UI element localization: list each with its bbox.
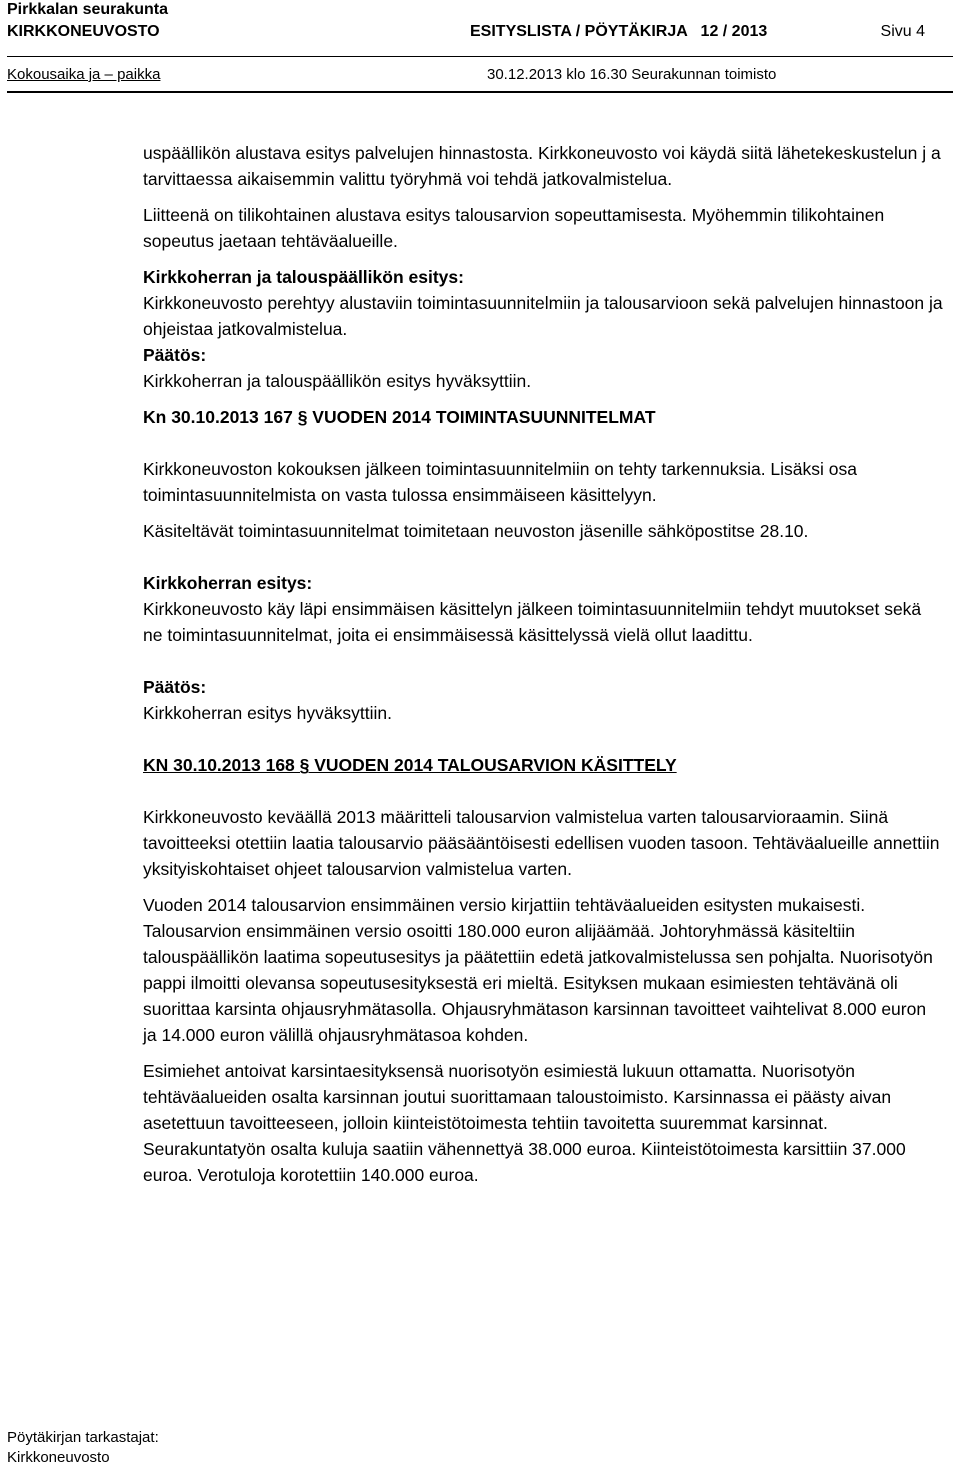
agenda-item-168: KN 30.10.2013 168 § VUODEN 2014 TALOUSARVION KÄSITTELY bbox=[143, 755, 677, 775]
section-heading-decision: Päätös: bbox=[143, 345, 207, 365]
paragraph: uspäällikön alustava esitys palvelujen hinnastosta. Kirkkoneuvosto voi käydä siitä lähetekeskustelun j a tarvittaessa aikaisemmin valittu työryhmä voi tehdä jatkovalmistelua. bbox=[143, 143, 941, 189]
page-number: Sivu 4 bbox=[880, 23, 925, 40]
minutes-body bbox=[143, 140, 943, 1188]
header-bottom-rule bbox=[7, 91, 953, 93]
document-title: ESITYSLISTA / PÖYTÄKIRJA 12 / 2013 bbox=[470, 23, 768, 40]
section-heading-proposal: Kirkkoherran ja talouspäällikön esitys: bbox=[143, 267, 464, 287]
paragraph: Liitteenä on tilikohtainen alustava esitys talousarvion sopeuttamisesta. Myöhemmin tilikohtainen sopeutus jaetaan tehtäväalueille. bbox=[143, 205, 885, 251]
paragraph: Vuoden 2014 talousarvion ensimmäinen versio kirjattiin tehtäväalueiden esitysten mukaisesti. Talousarvion ensimmäinen versio osoitti 180.000 euron alijäämää. Johtoryhmässä käsiteltiin talouspäällikön laatima sopeutusesitys ja päätettiin edetä jatkovalmistelussa sen pohjalta. Nuorisotyön pappi ilmoitti olevansa sopeutusesityksestä eri mieltä. Esityksen mukaan esimiesten tehtävänä oli suorittaa karsinta ohjausryhmätasolla. Ohjausryhmätason karsinnan tavoitteet vaihtelivat 8.000 euron ja 14.000 euron välillä ohjausryhmätasoa kohden. bbox=[143, 895, 933, 1045]
agenda-item-167: Kn 30.10.2013 167 § VUODEN 2014 TOIMINTASUUNNITELMAT bbox=[143, 407, 656, 427]
header-row bbox=[7, 20, 953, 44]
organization-name: Pirkkalan seurakunta bbox=[7, 1, 168, 18]
page-header bbox=[7, 0, 953, 94]
paragraph: Kirkkoneuvosto keväällä 2013 määritteli talousarvion valmistelua varten talousarvioraamin. Siinä tavoitteeksi otettiin laatia talousarvio pääsääntöisesti edellisen vuoden tasoon. Tehtäväalueille annettiin yksityiskohtaiset ohjeet talousarvion valmistelua varten. bbox=[143, 807, 940, 879]
paragraph: Kirkkoneuvosto perehtyy alustaviin toimintasuunnitelmiin ja talousarvioon sekä palvelujen hinnastoon ja ohjeistaa jatkovalmistelua. bbox=[143, 293, 943, 339]
governing-body: KIRKKONEUVOSTO bbox=[7, 23, 160, 40]
meeting-value: 30.12.2013 klo 16.30 Seurakunnan toimisto bbox=[487, 66, 777, 83]
meeting-label: Kokousaika ja – paikka bbox=[7, 66, 161, 83]
section-heading-decision: Päätös: bbox=[143, 677, 207, 697]
paragraph: Kirkkoneuvosto käy läpi ensimmäisen käsittelyn jälkeen toimintasuunnitelmiin tehdyt muutokset sekä ne toimintasuunnitelmat, joita ei ensimmäisessä käsittelyssä vielä ollut laadittu. bbox=[143, 599, 922, 645]
page-footer bbox=[7, 1428, 159, 1468]
paragraph: Käsiteltävät toimintasuunnitelmat toimitetaan neuvoston jäsenille sähköpostitse 28.10. bbox=[143, 521, 809, 541]
header-divider bbox=[7, 56, 953, 57]
section-heading-proposal: Kirkkoherran esitys: bbox=[143, 573, 313, 593]
paragraph: Kirkkoherran ja talouspäällikön esitys hyväksyttiin. bbox=[143, 371, 532, 391]
footer-label: Pöytäkirjan tarkastajat: bbox=[7, 1429, 159, 1446]
paragraph: Kirkkoneuvoston kokouksen jälkeen toimintasuunnitelmiin on tehty tarkennuksia. Lisäksi osa toimintasuunnitelmista on vasta tulossa ensimmäiseen käsittelyyn. bbox=[143, 459, 858, 505]
paragraph: Esimiehet antoivat karsintaesityksensä nuorisotyön esimiestä lukuun ottamatta. Nuorisotyön tehtäväalueiden osalta karsinnan joutui suorittamaan taloustoimisto. Karsinnassa ei päästy aivan asetettuun tavoitteeseen, jolloin kiinteistötoimesta tehtiin tavoitetta suuremmat karsinnat. Seurakuntatyön osalta kuluja saatiin vähennettyä 38.000 euroa. Kiinteistötoimesta karsittiin 37.000 euroa. Verotuloja korotettiin 140.000 euroa. bbox=[143, 1061, 906, 1185]
footer-value: Kirkkoneuvosto bbox=[7, 1449, 110, 1466]
paragraph: Kirkkoherran esitys hyväksyttiin. bbox=[143, 703, 392, 723]
